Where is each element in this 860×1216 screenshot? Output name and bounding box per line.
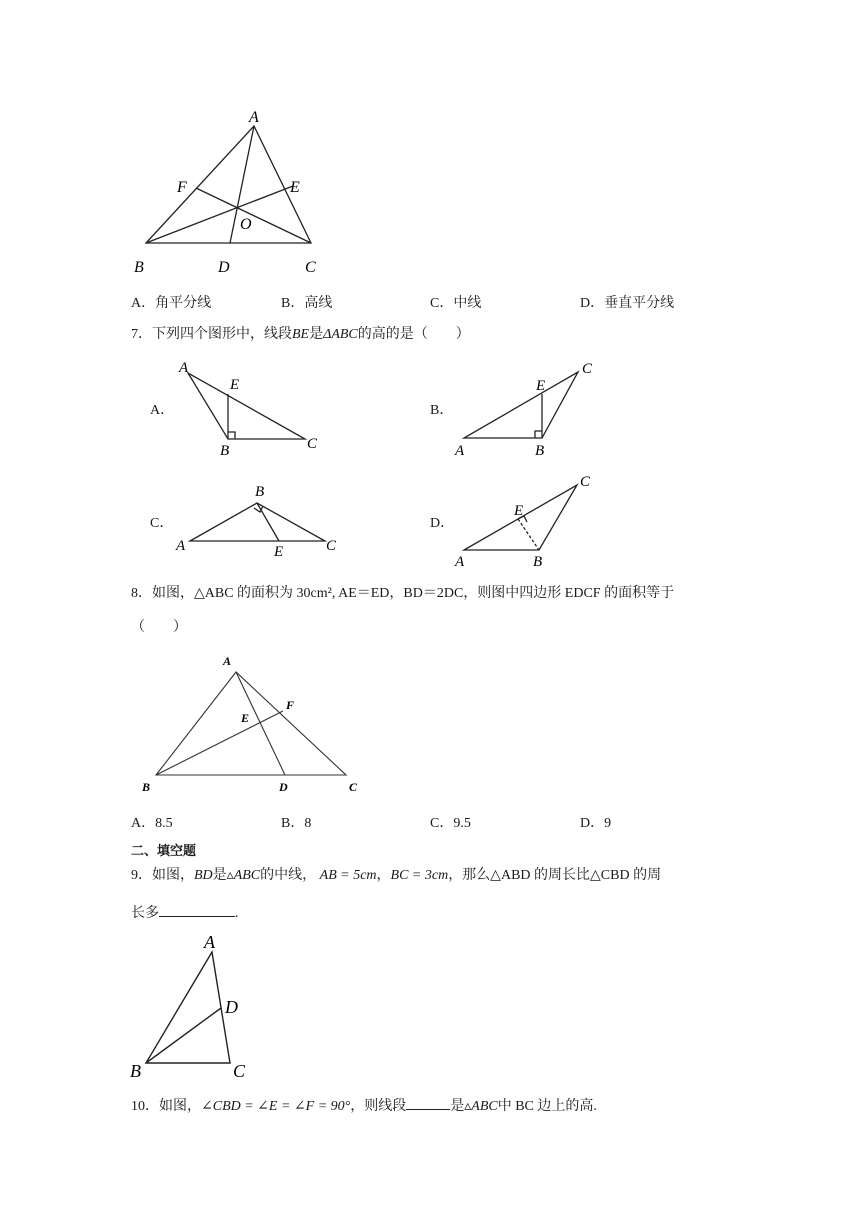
q7-figure-a	[170, 358, 330, 458]
q6-label-o: O	[240, 216, 252, 233]
svg-text:D: D	[279, 780, 288, 794]
svg-text:C: C	[582, 361, 593, 377]
svg-text:E: E	[230, 377, 240, 393]
q10-answer-blank[interactable]	[406, 1093, 450, 1110]
q8-option-a: A．8.5	[131, 816, 173, 831]
q7-option-b: B．	[430, 403, 454, 418]
q7-option-c: C．	[150, 516, 174, 531]
q9-stem-line2	[131, 900, 239, 924]
q6-figure	[120, 100, 350, 280]
q6-label-f: F	[177, 179, 187, 196]
svg-text:E: E	[274, 544, 284, 560]
q7-figure-d	[450, 470, 610, 570]
q9-tri: ▵ABC	[226, 868, 261, 883]
q8-option-b: B．8	[281, 816, 312, 831]
q7-figure-c	[170, 480, 350, 560]
svg-text:C: C	[349, 780, 358, 794]
svg-text:A: A	[204, 932, 215, 952]
svg-text:E: E	[241, 711, 250, 725]
q9-ab: AB = 5cm	[319, 868, 377, 883]
svg-text:A: A	[455, 554, 465, 570]
svg-text:C: C	[233, 1061, 246, 1081]
svg-text:D: D	[225, 997, 238, 1017]
q10-after: 是	[450, 1099, 465, 1114]
q7-option-a: A．	[150, 403, 175, 418]
q9-line2-after: .	[235, 906, 239, 921]
svg-text:B: B	[255, 484, 265, 500]
q7-stem-tri: ΔABC	[323, 327, 358, 342]
svg-text:A: A	[455, 443, 465, 459]
q6-label-d: D	[218, 259, 230, 276]
q9-line2-before: 长多	[131, 906, 159, 921]
q6-option-a: A．角平分线	[131, 296, 212, 311]
q10-stem	[131, 1093, 597, 1117]
q10-prefix: 10．如图，	[131, 1099, 201, 1114]
q6-label-c: C	[305, 259, 316, 276]
svg-text:C: C	[580, 474, 591, 490]
q8-option-d: D．9	[580, 816, 612, 831]
svg-text:C: C	[326, 538, 337, 554]
q10-tri: ▵ABC	[464, 1099, 498, 1114]
q8-figure	[130, 645, 370, 805]
q7-stem-mid: 是	[309, 327, 324, 342]
q9-is: 是	[212, 868, 227, 883]
q6-label-a: A	[249, 109, 259, 126]
q9-median: 的中线，	[260, 868, 317, 883]
q7-figure-b	[450, 355, 610, 460]
q6-label-e: E	[290, 179, 300, 196]
svg-text:E: E	[514, 503, 524, 519]
q9-then: ，那么△ABD 的周长比△CBD 的周	[448, 868, 662, 883]
svg-text:B: B	[533, 554, 543, 570]
q10-end: 中 BC 边上的高.	[497, 1099, 597, 1114]
svg-text:B: B	[220, 443, 230, 458]
q6-option-d: D．垂直平分线	[580, 296, 675, 311]
q7-stem-seg: BE	[292, 327, 310, 342]
q9-bd: BD	[194, 868, 213, 883]
q6-option-b: B．高线	[281, 296, 333, 311]
q8-stem-line1: 8．如图，△ABC 的面积为 30cm², AE＝ED，BD＝2DC，则图中四边形 EDCF 的面积等于	[131, 586, 675, 601]
q9-stem-line1: 9．如图，BD是▵ABC的中线， AB = 5cm，BC = 3cm，那么△ABD 的周长比△CBD 的周	[131, 868, 662, 883]
q9-answer-blank[interactable]	[159, 900, 235, 917]
q6-label-b: B	[134, 259, 144, 276]
q7-stem	[131, 325, 470, 345]
section-title: 二、填空题	[131, 844, 197, 859]
svg-text:C: C	[307, 436, 318, 452]
q9-figure	[125, 932, 265, 1082]
svg-text:A: A	[223, 654, 232, 668]
q6-option-c: C．中线	[430, 296, 482, 311]
q10-angles: ∠CBD = ∠E = ∠F = 90°	[201, 1099, 351, 1114]
q8-stem-line2: （ ）	[131, 620, 187, 635]
svg-text:B: B	[535, 443, 545, 459]
svg-text:F: F	[286, 698, 295, 712]
q7-number: 7．	[131, 327, 152, 342]
svg-text:E: E	[536, 378, 546, 394]
svg-text:B: B	[130, 1061, 141, 1081]
q7-stem-after: 的高的是（ ）	[357, 327, 470, 342]
q9-prefix: 9．如图，	[131, 868, 194, 883]
svg-text:A: A	[176, 538, 186, 554]
q8-option-c: C．9.5	[430, 816, 471, 831]
q7-option-d: D．	[430, 516, 455, 531]
q10-mid: ，则线段	[350, 1099, 407, 1114]
q9-bc: BC = 3cm	[390, 868, 449, 883]
q7-stem-before: 下列四个图形中，线段	[152, 327, 292, 342]
svg-text:B: B	[142, 780, 151, 794]
svg-text:A: A	[179, 360, 189, 376]
